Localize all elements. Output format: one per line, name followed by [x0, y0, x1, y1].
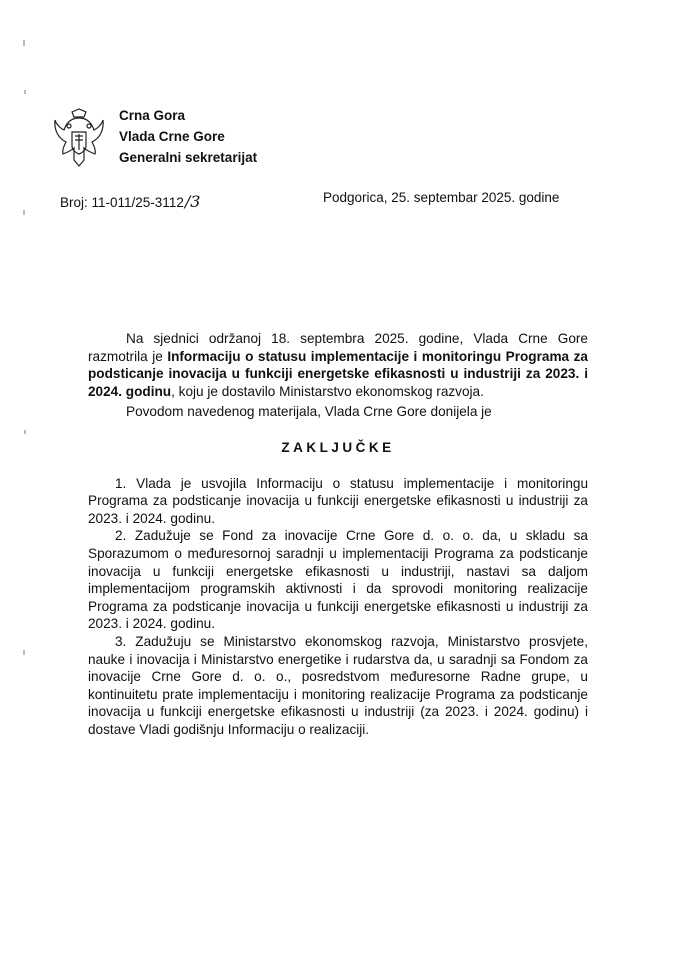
handwritten-suffix: /3 [184, 192, 201, 211]
document-date: Podgorica, 25. septembar 2025. godine [323, 190, 560, 205]
country-name: Crna Gora [119, 108, 186, 123]
document-body [88, 330, 588, 738]
government-name: Vlada Crne Gore [119, 129, 225, 144]
scan-edge-marks [22, 30, 28, 930]
conclusion-item: 2. Zadužuje se Fond za inovacije Crne Gore d. o. o. da, u skladu sa Sporazumom o međuresornoj saradnji u implementaciji Programa za podsticanje inovacija u funkciji energetske efikasnosti u industriji, nastavi sa daljom implementacijom programskih aktivnosti i da sprovodi monitoring realizacije Programa za podsticanje inovacija u funkciji energetske efikasnosti u industriji za 2023. i 2024. godinu. [88, 528, 588, 632]
conclusions-title: ZAKLJUČKE [281, 439, 395, 455]
conclusion-item: 3. Zadužuju se Ministarstvo ekonomskog razvoja, Ministarstvo prosvjete, nauke i inovacija i Ministarstvo energetike i rudarstva da, u saradnji sa Fondom za inovacije Crne Gore d. o. o., posredstvom međuresorne Radne grupe, u kontinuitetu prate implementaciju i monitoring realizacije Programa za podsticanje inovacija u funkciji energetske efikasnosti u industriji (za 2023. i 2024. godinu) i dostave Vladi godišnju Informaciju o realizaciji. [88, 633, 588, 737]
reference-number [60, 192, 200, 211]
coat-of-arms-icon [52, 108, 106, 170]
intro-text-end: , koju je dostavilo Ministarstvo ekonomskog razvoja. [171, 383, 484, 399]
conclusion-item: 1. Vlada je usvojila Informaciju o statusu implementacije i monitoringu Programa za podsticanje inovacija u funkciji energetske efikasnosti u industriji za 2023. i 2024. godinu. [88, 475, 588, 526]
intro-bold-title: Informaciju o statusu implementacije i monitoringu Programa za podsticanje inovacija u funkciji energetske efikasnosti u industriji za 2023. i 2024. godinu [88, 348, 588, 399]
reference-label: Broj: 11-011/25-3112 [60, 195, 184, 210]
office-name: Generalni sekretarijat [119, 150, 258, 165]
issuer-header [119, 105, 257, 168]
intro-text-start: Na sjednici održanoj 18. septembra 2025. godine, Vlada Crne Gore razmotrila je [88, 331, 588, 364]
intro-paragraph [88, 330, 588, 400]
lead-paragraph: Povodom navedenog materijala, Vlada Crne Gore donijela je [126, 404, 492, 420]
